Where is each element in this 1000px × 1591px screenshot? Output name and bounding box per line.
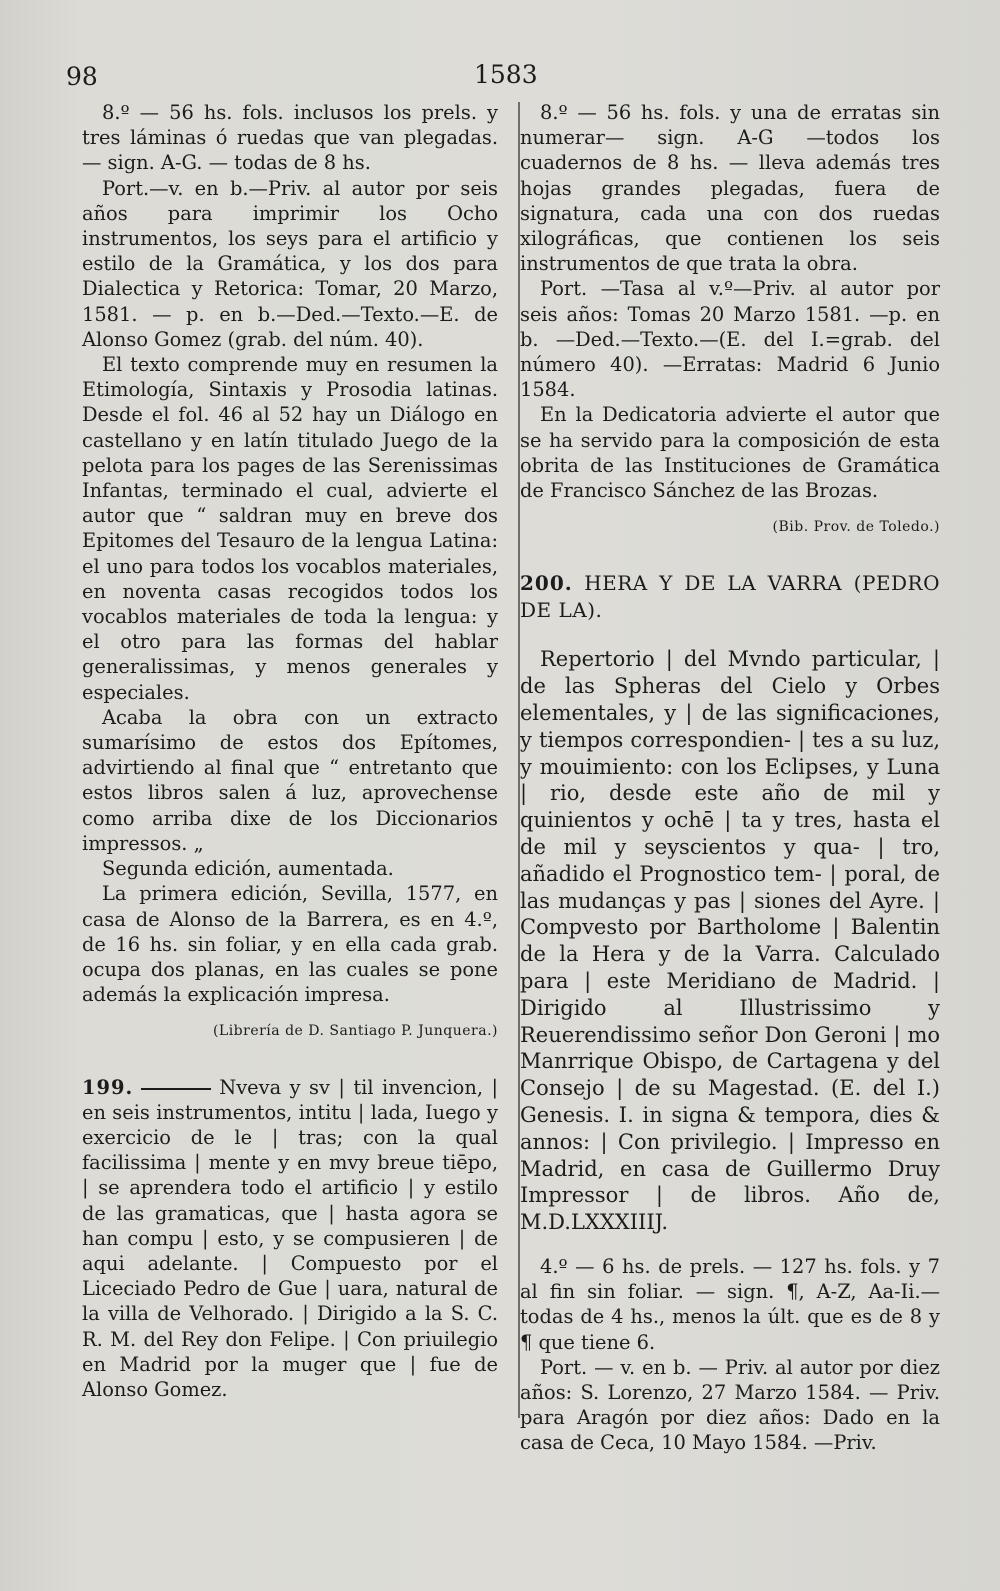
left-note-1: El texto comprende muy en resumen la Etimología, Sintaxis y Prosodia latinas. Desde el fol. 46 al 52 hay un Diálogo en castellano y en latín titulado Juego de la pelota para los pages de las Serenissimas Infantas, terminado el cual, advierte el autor que “ saldran muy en breve dos Epitomes del Tesauro de la lengua Latina: el uno para todos los vocablos materiales, en noventa casas recogidos todos los vocablos materiales de toda la lengua: y el otro para las formas del hablar generalissimas, y menos generales y especiales. — [82, 353, 498, 704]
entry-199-title: Nveva y sv | til invencion, | en seis instrumentos, intitu | lada, Iuego y exercicio de le | tras; con la qual facilissima | mente y en mvy breue tiēpo, | se aprendera todo el artificio | y estilo de las gramaticas, que | hasta agora se han compu | esto, y se compusieren | de aqui adelante. | Compuesto por el Liceciado Pedro de Gue | uara, natural de la villa de Velhorado. | Dirigido a la S. C. R. M. del Rey don Felipe. | Con priuilegio en Madrid por la muger que | fue de Alonso Gomez. — [82, 1075, 498, 1401]
right-contents: Port. —Tasa al v.º—Priv. al autor por seis años: Tomas 20 Marzo 1581. —p. en b. —Ded.—Texto.—(E. del I.=grab. del número 40). —Erratas: Madrid 6 Junio 1584. — [520, 277, 940, 402]
left-note-4: La primera edición, Sevilla, 1577, en casa de Alonso de la Barrera, es en 4.º, de 16 hs. sin foliar, y en ella cada grab. ocupa dos planas, en las cuales se pone además la explicación impresa. — [82, 882, 498, 1007]
entry-200-contents: Port. — v. en b. — Priv. al autor por diez años: S. Lorenzo, 27 Marzo 1584. — Priv. para Aragón por diez años: Dado en la casa de Ceca, 10 Mayo 1584. —Priv. — [520, 1355, 940, 1455]
running-year: 1583 — [474, 60, 538, 89]
entry-200-heading — [520, 570, 940, 624]
right-source: (Bib. Prov. de Toledo.) — [772, 519, 940, 536]
entry-200-author: HERA Y DE LA VARRA (PEDRO DE LA). — [520, 571, 941, 623]
entry-199-number: 199. — [82, 1075, 134, 1099]
left-source: (Librería de D. Santiago P. Junquera.) — [212, 1023, 498, 1040]
right-collation: 8.º — 56 hs. fols. y una de erratas sin numerar— sign. A-G —todos los cuadernos de 8 hs. — lleva además tres hojas grandes plegadas, fuera de signatura, cada una con dos ruedas xilográficas, que contienen los seis instrumentos de que trata la obra. — [520, 101, 940, 276]
entry-200-collation: 4.º — 6 hs. de prels. — 127 hs. fols. y 7 al fin sin foliar. — sign. ¶, A-Z, Aa-Ii.— todas de 4 hs., menos la últ. que es de 8 y ¶ que tiene 6. — [520, 1254, 940, 1354]
entry-200-number: 200. — [520, 571, 573, 596]
right-note: En la Dedicatoria advierte el autor que se ha servido para la composición de esta obrita de las Instituciones de Gramática de Francisco Sánchez de las Brozas. — [520, 403, 940, 503]
left-collation: 8.º — 56 hs. fols. inclusos los prels. y tres láminas ó ruedas que van plegadas. — sign. A-G. — todas de 8 hs. — [82, 101, 498, 175]
entry-dash — [141, 1088, 211, 1090]
entry-200-title: Repertorio | del Mvndo particular, | de las Spheras del Cielo y Orbes elementales, y | de las significaciones, y tiempos correspondien- | tes a su luz, y mouimiento: con los Eclipses, y Luna | rio, desde este año de mil y quinientos y ochē | ta y tres, hasta el de mil y seyscientos y qua- | tro, añadido el Prognostico tem- | poral, de las mudanças y pas | siones del Ayre. | Compvesto por Bartholome | Balentin de la Hera y de la Varra. Calculado para | este Meridiano de Madrid. | Dirigido al Illustrissimo y Reuerendissimo señor Don Geroni | mo Manrrique Obispo, de Cartagena y del Consejo | de su Magestad. (E. del I.) Genesis. I. in signa & tempora, dies & annos: | Con privilegio. | Impresso en Madrid, en casa de Guillermo Druy Impressor | de libros. Año de, M.D.LXXXIIIJ. — [520, 647, 940, 1235]
right-column — [520, 100, 940, 1456]
entry-199 — [82, 1075, 498, 1403]
left-column — [82, 100, 498, 1402]
page-number: 98 — [66, 62, 98, 91]
running-header — [0, 58, 1000, 98]
left-note-3: Segunda edición, aumentada. — [102, 857, 394, 881]
left-contents: Port.—v. en b.—Priv. al autor por seis años para imprimir los Ocho instrumentos, los seys para el artificio y estilo de la Gramática, y los dos para Dialectica y Retorica: Tomar, 20 Marzo, 1581. — p. en b.—Ded.—Texto.—E. de Alonso Gomez (grab. del núm. 40). — [82, 176, 498, 351]
left-note-2: Acaba la obra con un extracto sumarísimo de estos dos Epítomes, advirtiendo al final que “ entretanto que estos libros salen á luz, aprovechense como arriba dixe de los Diccionarios impressos. „ — [82, 705, 498, 855]
